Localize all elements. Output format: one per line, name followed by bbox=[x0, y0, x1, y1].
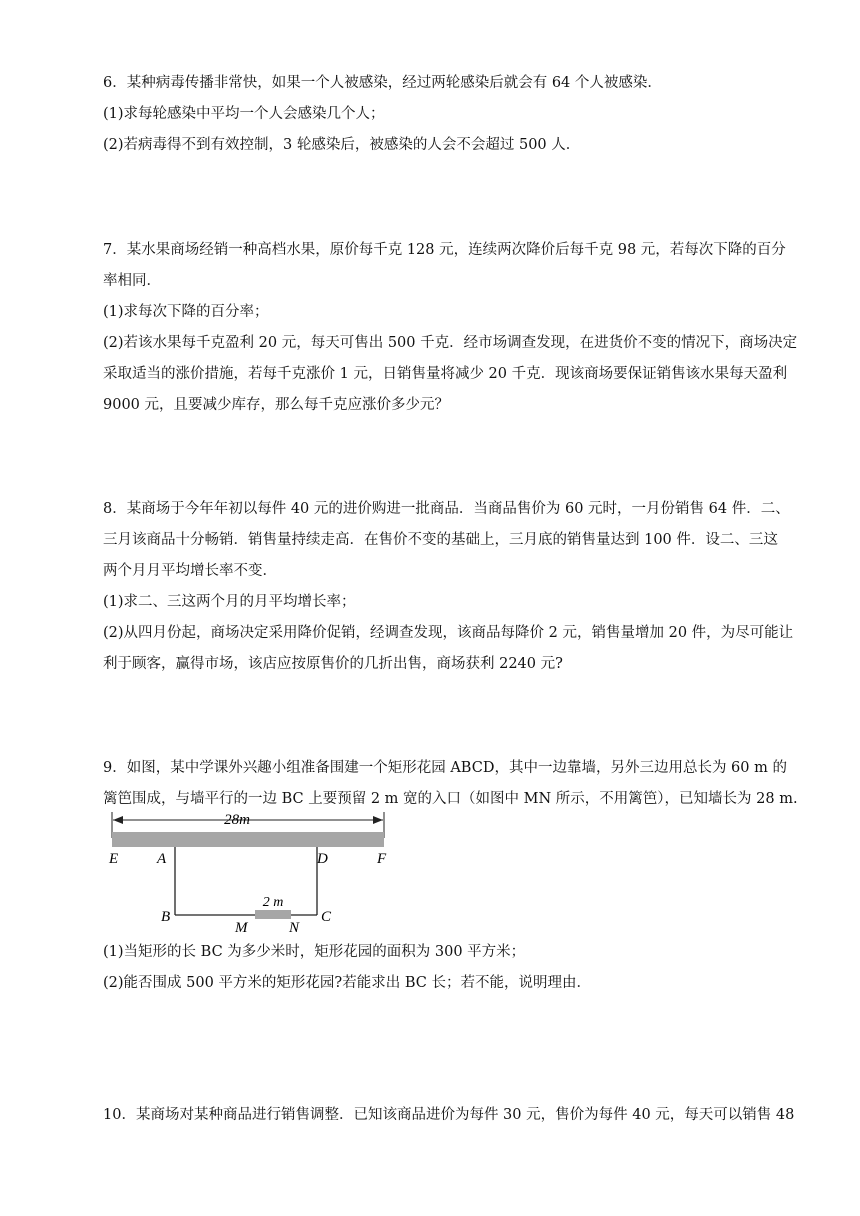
garden-figure bbox=[103, 808, 403, 942]
q7-stem-line1: 7．某水果商场经销一种高档水果，原价每千克 128 元，连续两次降价后每千克 98 元，若每次下降的百分 bbox=[103, 242, 786, 258]
q6-stem: 6．某种病毒传播非常快，如果一个人被感染，经过两轮感染后就会有 64 个人被感染． bbox=[103, 75, 662, 91]
q9-part1: (1)当矩形的长 BC 为多少米时，矩形花园的面积为 300 平方米； bbox=[103, 944, 526, 960]
q9-stem-line2: 篱笆围成，与墙平行的一边 BC 上要预留 2 m 宽的入口（如图中 MN 所示，不用篱笆），已知墙长为 28 m. bbox=[103, 791, 798, 807]
q7-part2-line1: (2)若该水果每千克盈利 20 元，每天可售出 500 千克．经市场调查发现，在进货价不变的情况下，商场决定 bbox=[103, 335, 798, 351]
point-n-label: N bbox=[289, 920, 300, 936]
point-b-label: B bbox=[161, 909, 171, 925]
wall bbox=[112, 832, 384, 847]
q8-stem-line1: 8．某商场于今年年初以每件 40 元的进价购进一批商品．当商品售价为 60 元时，一月份销售 64 件．二、 bbox=[103, 501, 790, 517]
q8-stem-line2: 三月该商品十分畅销．销售量持续走高．在售价不变的基础上，三月底的销售量达到 100 件．设二、三这 bbox=[103, 532, 778, 548]
left-arrow-icon bbox=[113, 816, 123, 824]
point-c-label: C bbox=[321, 909, 332, 925]
q6-part1: (1)求每轮感染中平均一个人会感染几个人； bbox=[103, 106, 385, 122]
q8-part2-line2: 利于顾客，赢得市场，该店应按原售价的几折出售，商场获利 2240 元? bbox=[103, 656, 563, 672]
entrance-label: 2 m bbox=[262, 895, 284, 910]
q9-stem-line1: 9．如图，某中学课外兴趣小组准备围建一个矩形花园 ABCD，其中一边靠墙，另外三边用总长为 60 m 的 bbox=[103, 760, 787, 776]
point-e-label: E bbox=[109, 851, 119, 867]
point-f-label: F bbox=[377, 851, 387, 867]
q6-part2: (2)若病毒得不到有效控制，3 轮感染后，被感染的人会不会超过 500 人． bbox=[103, 137, 581, 153]
q7-part2-line2: 采取适当的涨价措施，若每千克涨价 1 元，日销售量将减少 20 千克．现该商场要保证销售该水果每天盈利 bbox=[103, 366, 788, 382]
point-a-label: A bbox=[157, 851, 167, 867]
q9-part2: (2)能否围成 500 平方米的矩形花园?若能求出 BC 长；若不能，说明理由． bbox=[103, 975, 591, 991]
right-arrow-icon bbox=[373, 816, 383, 824]
q7-part1: (1)求每次下降的百分率； bbox=[103, 304, 269, 320]
q8-part2-line1: (2)从四月份起，商场决定采用降价促销，经调查发现，该商品每降价 2 元，销售量增加 20 件，为尽可能让 bbox=[103, 625, 794, 641]
entrance-mn bbox=[255, 910, 291, 919]
q8-stem-line3: 两个月月平均增长率不变． bbox=[103, 563, 277, 579]
q8-part1: (1)求二、三这两个月的月平均增长率； bbox=[103, 594, 356, 610]
point-d-label: D bbox=[317, 851, 328, 867]
point-m-label: M bbox=[235, 920, 248, 936]
q7-stem-line2: 率相同． bbox=[103, 273, 161, 289]
q10-stem-line1: 10．某商场对某种商品进行销售调整．已知该商品进价为每件 30 元，售价为每件 40 元，每天可以销售 48 bbox=[103, 1107, 795, 1123]
q7-part2-line3: 9000 元，且要减少库存，那么每千克应涨价多少元？ bbox=[103, 397, 450, 413]
wall-length-label: 28m bbox=[224, 812, 250, 828]
